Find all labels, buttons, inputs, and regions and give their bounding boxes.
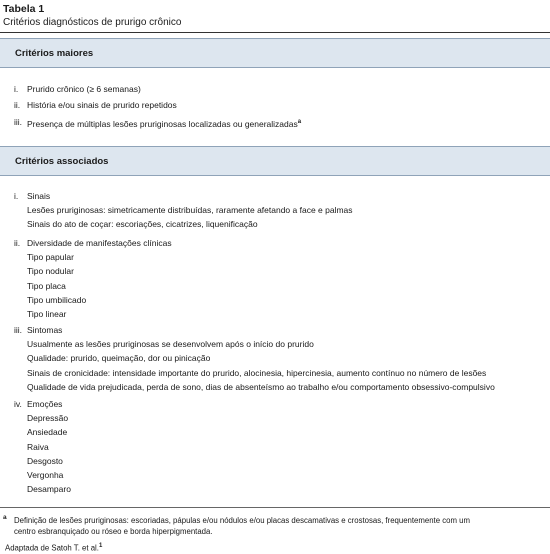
group-line: Tipo papular [27,252,74,262]
source-note [5,541,102,554]
major-item-number: i. [14,84,19,94]
group-title: Sintomas [27,325,63,335]
group-line: Qualidade de vida prejudicada, perda de sono, dias de absenteísmo ao trabalho e/ou comportamento obsessivo-compulsivo [27,382,495,392]
group-line: Tipo linear [27,309,67,319]
group-title: Diversidade de manifestações clínicas [27,238,172,248]
major-item-label: História e/ou sinais de prurido repetidos [27,100,177,110]
group-line: Desgosto [27,456,63,466]
group-line: Sinais do ato de coçar: escoriações, cicatrizes, liquenificação [27,219,258,229]
major-item-label: Prurido crônico (≥ 6 semanas) [27,84,141,94]
group-line: Lesões pruriginosas: simetricamente distribuídas, raramente afetando a face e palmas [27,205,353,215]
group-title: Sinais [27,191,51,201]
major-item-text [27,117,301,130]
group-line: Tipo placa [27,281,66,291]
group-number: iv. [14,399,22,409]
source-text: Adaptada de Satoh T. et al. [5,543,99,553]
footnote-mark: a [3,514,7,521]
associated-criteria-label: Critérios associados [15,156,109,167]
group-number: ii. [14,238,21,248]
group-line: Depressão [27,413,69,423]
group-number: iii. [14,325,23,335]
footnote-reference: a [297,119,302,125]
group-line: Ansiedade [27,427,68,437]
group-line: Usualmente as lesões pruriginosas se desenvolvem após o início do prurido [27,339,314,349]
associated-criteria-header [0,146,550,176]
group-line: Tipo nodular [27,266,74,276]
group-number: i. [14,191,19,201]
footnote-rule [0,507,550,508]
group-line: Sinais de cronicidade: intensidade importante do prurido, alocinesia, hipercinesia, aumento contínuo no número de lesões [27,368,487,378]
major-item-text [27,100,177,111]
group-title: Emoções [27,399,63,409]
group-line: Desamparo [27,484,71,494]
major-item-number: iii. [14,117,23,127]
major-item-number: ii. [14,100,21,110]
table-title: Tabela 1 [3,3,45,15]
table-subtitle: Critérios diagnósticos de prurigo crônico [3,17,182,28]
group-line: Vergonha [27,470,64,480]
group-line: Qualidade: prurido, queimação, dor ou pinicação [27,353,211,363]
source-ref: 1 [98,543,103,549]
top-rule [0,32,550,33]
footnote-line-1: Definição de lesões pruriginosas: escoriadas, pápulas e/ou nódulos e/ou placas descamativas e crostosas, frequentemente com um [14,516,470,525]
major-criteria-label: Critérios maiores [15,48,94,59]
group-line: Tipo umbilicado [27,295,87,305]
footnote-line-2: centro esbranquiçado ou róseo e borda hiperpigmentada. [14,527,213,536]
major-item-label: Presença de múltiplas lesões pruriginosas localizadas ou generalizadas [27,118,298,129]
group-line: Raiva [27,442,49,452]
major-criteria-header [0,38,550,68]
major-item-text [27,84,141,95]
